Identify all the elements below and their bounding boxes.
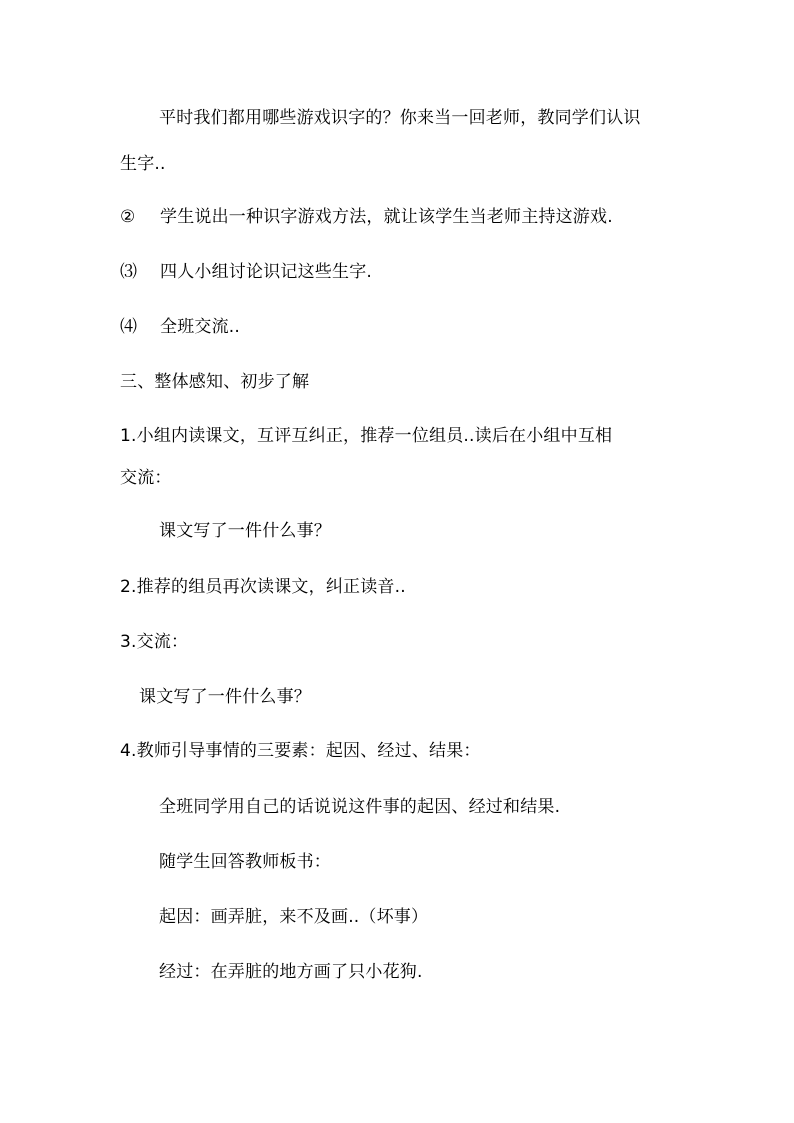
paragraph-line: 平时我们都用哪些游戏识字的？你来当一回老师，教同学们认识 — [159, 108, 641, 128]
paragraph-line: 课文写了一件什么事？ — [139, 687, 311, 707]
section-heading: 三、整体感知、初步了解 — [120, 372, 310, 392]
paragraph-line: 随学生回答教师板书： — [159, 852, 331, 872]
item-marker: ⑶ — [120, 262, 138, 282]
paragraph-line: 起因：画弄脏，来不及画..（坏事） — [159, 907, 429, 927]
paragraph-line: 3.交流： — [120, 632, 189, 652]
numbered-item — [120, 261, 372, 283]
item-text: 学生说出一种识字游戏方法，就让该学生当老师主持这游戏. — [160, 207, 613, 227]
numbered-item — [120, 316, 240, 338]
paragraph-line: 2.推荐的组员再次读课文，纠正读音.. — [120, 577, 406, 597]
item-text: 四人小组讨论识记这些生字. — [160, 262, 373, 282]
numbered-item — [120, 206, 613, 228]
paragraph-line: 交流： — [120, 468, 172, 488]
paragraph-line: 经过：在弄脏的地方画了只小花狗. — [159, 962, 423, 982]
paragraph-line: 全班同学用自己的话说说这件事的起因、经过和结果. — [159, 797, 561, 817]
item-marker: ② — [120, 207, 136, 227]
item-text: 全班交流.. — [160, 317, 241, 337]
paragraph-line: 1.小组内读课文，互评互纠正，推荐一位组员..读后在小组中互相 — [120, 426, 613, 446]
paragraph-line: 4.教师引导事情的三要素：起因、经过、结果： — [120, 741, 481, 761]
paragraph-line: 生字.. — [120, 154, 166, 174]
item-marker: ⑷ — [120, 317, 138, 337]
paragraph-line: 课文写了一件什么事？ — [159, 521, 331, 541]
